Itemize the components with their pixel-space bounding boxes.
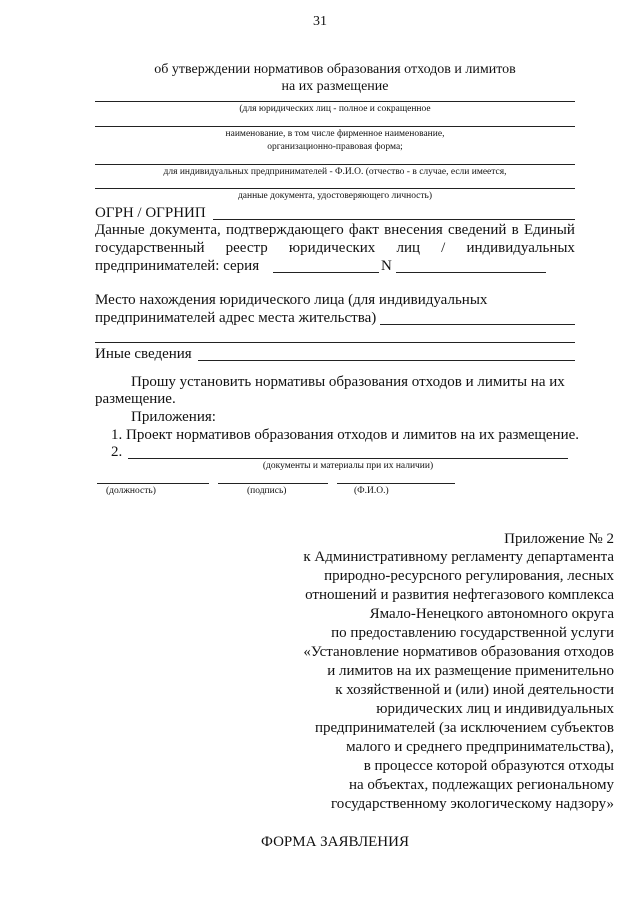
appendix-line: отношений и развития нефтегазового комплекса — [305, 587, 614, 603]
appendix-line: на объектах, подлежащих региональному — [348, 777, 614, 793]
registry-series-field[interactable] — [273, 272, 379, 273]
name-hint: (Ф.И.О.) — [354, 486, 389, 496]
location-label-line2: предпринимателей адрес места жительства) — [95, 310, 377, 326]
position-hint: (должность) — [106, 486, 156, 496]
request-line1: Прошу установить нормативы образования отходов и лимиты на их — [131, 374, 565, 390]
signature-field[interactable] — [218, 483, 328, 484]
registry-number-field[interactable] — [396, 272, 546, 273]
appendix-line: по предоставлению государственной услуги — [331, 625, 614, 641]
attachment-item-2: 2. — [111, 444, 123, 460]
other-info-label: Иные сведения — [95, 346, 192, 362]
registry-number-label: N — [381, 258, 392, 274]
docs-hint: (документы и материалы при их наличии) — [262, 461, 434, 471]
registry-line1: Данные документа, подтверждающего факт внесения сведений в Единый — [95, 222, 575, 238]
blank-line-applicant-4[interactable] — [95, 188, 575, 189]
attachments-label: Приложения: — [131, 409, 216, 425]
appendix-line: к хозяйственной и (или) иной деятельности — [335, 682, 614, 698]
ogrn-label: ОГРН / ОГРНИП — [95, 205, 206, 221]
attachment-item-2-field[interactable] — [128, 458, 568, 459]
appendix-line: к Административному регламенту департамента — [303, 549, 614, 565]
hint-legal-form: организационно-правовая форма; — [267, 142, 403, 152]
registry-line2: государственный реестр юридических лиц / индивидуальных — [95, 240, 575, 256]
location-field-continued[interactable] — [95, 342, 575, 343]
appendix-line: предпринимателей (за исключением субъектов — [314, 720, 614, 736]
appendix-title: Приложение № 2 — [504, 531, 614, 547]
signature-hint: (подпись) — [247, 486, 287, 496]
hint-identity-doc: данные документа, удостоверяющего личность) — [237, 191, 433, 201]
appendix-line: малого и среднего предпринимательства), — [346, 739, 614, 755]
other-info-field[interactable] — [198, 360, 575, 361]
position-field[interactable] — [97, 483, 209, 484]
ogrn-field[interactable] — [213, 219, 575, 220]
blank-line-applicant-2[interactable] — [95, 126, 575, 127]
hint-legal-name: (для юридических лиц - полное и сокращенное — [239, 104, 431, 114]
page-number: 31 — [313, 14, 327, 29]
hint-entrepreneur: для индивидуальных предпринимателей - Ф.И.О. (отчество - в случае, если имеется, — [163, 167, 507, 177]
appendix-line: Ямало-Ненецкого автономного округа — [369, 606, 614, 622]
appendix-line: природно-ресурсного регулирования, лесных — [324, 568, 614, 584]
registry-series-label: предпринимателей: серия — [95, 258, 260, 274]
appendix-line: «Установление нормативов образования отходов — [303, 644, 614, 660]
location-field[interactable] — [380, 324, 575, 325]
attachment-item-1: 1. Проект нормативов образования отходов и лимитов на их размещение. — [111, 427, 580, 443]
hint-company-name: наименование, в том числе фирменное наименование, — [225, 129, 445, 139]
appendix-line: в процессе которой образуются отходы — [363, 758, 614, 774]
form-title: ФОРМА ЗАЯВЛЕНИЯ — [261, 834, 409, 850]
blank-line-applicant-3[interactable] — [95, 164, 575, 165]
header-title-line2: на их размещение — [281, 79, 389, 94]
location-label-line1: Место нахождения юридического лица (для индивидуальных — [95, 292, 488, 308]
name-field[interactable] — [337, 483, 455, 484]
appendix-line: государственному экологическому надзору» — [331, 796, 614, 812]
appendix-line: юридических лиц и индивидуальных — [376, 701, 614, 717]
header-title-line1: об утверждении нормативов образования отходов и лимитов — [154, 62, 516, 77]
appendix-line: и лимитов на их размещение применительно — [327, 663, 614, 679]
request-line2: размещение. — [95, 391, 176, 407]
blank-line-applicant-1[interactable] — [95, 101, 575, 102]
